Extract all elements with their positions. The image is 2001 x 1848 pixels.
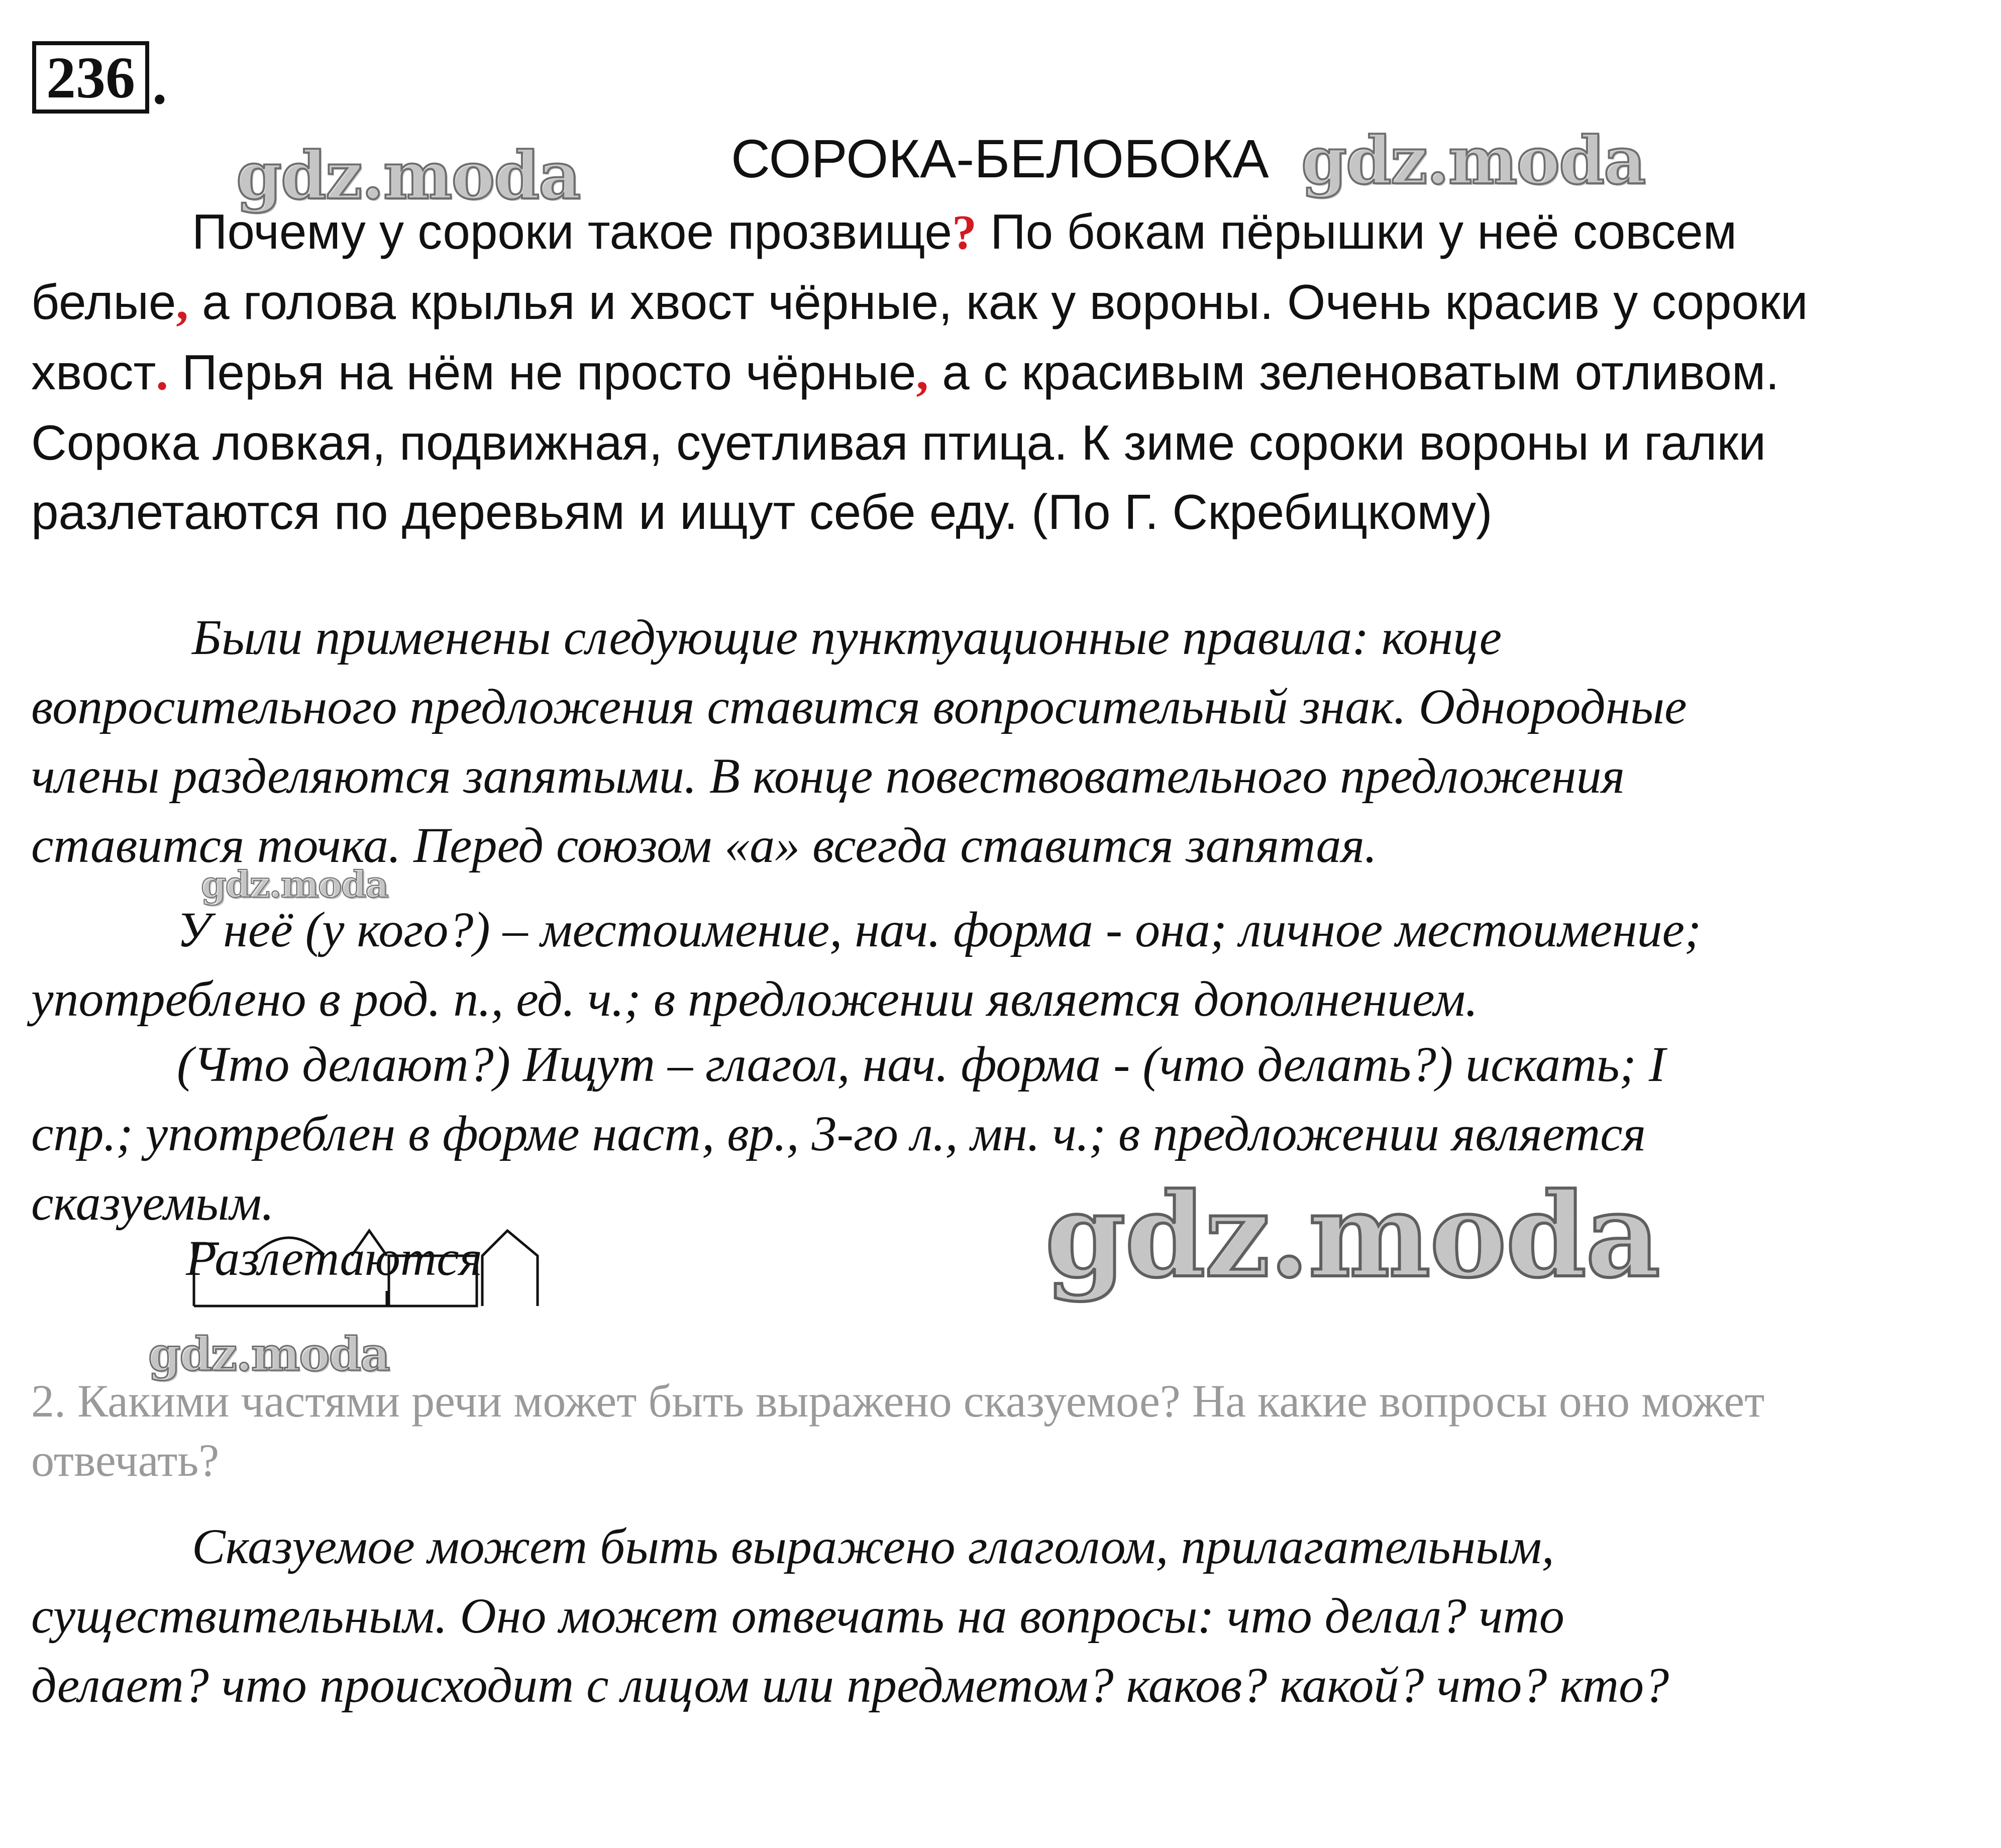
punctuation-mark-comma: , — [916, 346, 929, 400]
text-fragment: а голова крылья и хвост чёрные, как у вороны. Очень красив у сороки — [188, 274, 1808, 330]
text-fragment: белые — [31, 274, 176, 330]
punctuation-mark-question: ? — [952, 205, 977, 260]
source-text-line: Сорока ловкая, подвижная, суетливая птица. К зиме сороки вороны и галки — [31, 415, 1766, 470]
answer-line: Сказуемое может быть выражено глаголом, прилагательным, — [192, 1518, 1554, 1574]
source-text-line — [31, 267, 1975, 338]
text-fragment: а с красивым зеленоватым отливом. — [928, 345, 1779, 400]
punctuation-mark-comma: , — [176, 276, 188, 330]
source-text-line: разлетаются по деревьям и ищут себе еду. (По Г. Скребицкому) — [31, 484, 1493, 539]
postfix-mark — [482, 1231, 538, 1306]
ending-box — [389, 1256, 477, 1306]
pronoun-analysis-line: У неё (у кого?) – местоимение, нач. форма - она; личное местоимение; — [177, 902, 1702, 957]
pronoun-analysis-line: употреблено в род. п., ед. ч.; в предложении является дополнением. — [31, 971, 1478, 1027]
verb-analysis-line: спр.; употреблен в форме наст, вр., 3-го л., мн. ч.; в предложении является — [31, 1106, 1646, 1161]
punctuation-mark-period: . — [156, 346, 168, 400]
text-fragment: Перья на нём не просто чёрные — [168, 345, 916, 400]
exercise-number — [32, 41, 167, 117]
verb-analysis-line: сказуемым. — [31, 1175, 274, 1231]
pronoun-analysis — [31, 895, 1975, 1034]
morpheme-marks — [186, 1216, 548, 1316]
morphemic-word: Разлетаются — [186, 1230, 482, 1286]
watermark: gdz.moda — [1045, 1168, 1659, 1303]
question-line: 2. Какими частями речи может быть выражено сказуемое? На какие вопросы оно может — [31, 1375, 1765, 1427]
watermark: gdz.moda — [236, 137, 580, 214]
text-fragment: По бокам пёрышки у неё совсем — [976, 204, 1737, 259]
source-text-line — [31, 338, 1975, 408]
answer-line: делает? что происходит с лицом или предметом? каков? какой? что? кто? — [31, 1657, 1669, 1713]
rules-line: ставится точка. Перед союзом «а» всегда ставится запятая. — [31, 817, 1378, 873]
source-text — [31, 197, 1975, 547]
watermark: gdz.moda — [201, 863, 388, 906]
rules-line: вопросительного предложения ставится вопросительный знак. Однородные — [31, 679, 1687, 734]
exercise-number-box: 236 — [32, 41, 149, 114]
stem-mark — [194, 1291, 387, 1306]
text-title: СОРОКА-БЕЛОБОКА — [731, 128, 1269, 189]
punctuation-rules — [31, 603, 1975, 880]
exercise-number-dot: . — [152, 51, 167, 117]
text-fragment: хвост — [31, 345, 156, 400]
suffix-mark — [352, 1231, 387, 1256]
watermark: gdz.moda — [1301, 122, 1645, 199]
rules-line: члены разделяются запятыми. В конце повествовательного предложения — [31, 748, 1625, 804]
text-fragment: Почему у сороки такое прозвище — [192, 204, 952, 259]
question — [31, 1371, 1975, 1490]
question-line: отвечать? — [31, 1435, 220, 1486]
rules-line: Были применены следующие пунктуационные правила: конце — [192, 609, 1502, 665]
verb-analysis-line: (Что делают?) Ищут – глагол, нач. форма - (что делать?) искать; I — [177, 1036, 1666, 1092]
verb-analysis — [31, 1030, 1975, 1238]
watermark: gdz.moda — [148, 1327, 389, 1381]
answer-line: существительным. Оно может отвечать на вопросы: что делал? что — [31, 1588, 1564, 1644]
answer — [31, 1512, 1975, 1720]
prefix-mark — [194, 1244, 219, 1306]
root-arc — [254, 1238, 324, 1255]
